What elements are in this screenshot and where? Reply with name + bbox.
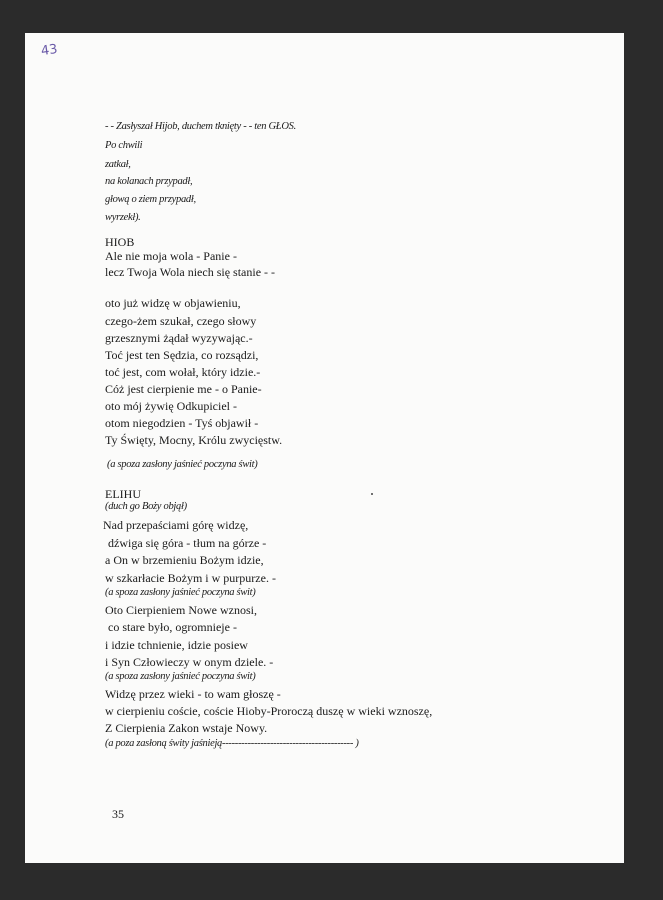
verse-line: a On w brzemieniu Bożym idzie, [105,553,264,567]
stage-direction: (a spoza zasłony jaśnieć poczyna świt) [107,459,258,470]
speaker-name: ELIHU [105,487,141,501]
stage-direction: (a poza zasłoną świty jaśnieją----------------------------------------- ) [105,738,359,749]
ink-speck [371,493,373,495]
verse-line: otom niegodzien - Tyś objawił - [105,416,259,430]
verse-line: i Syn Człowieczy w onym dziele. - [105,655,274,669]
document-page [25,33,624,863]
handwritten-folio-number: 43 [40,41,59,60]
verse-line: Z Cierpienia Zakon wstaje Nowy. [105,721,268,735]
verse-line: grzesznymi żądał wyzywając.- [105,331,253,345]
stage-direction: (a spoza zasłony jaśnieć poczyna świt) [105,671,256,682]
stage-direction: głową o ziem przypadł, [105,194,196,205]
stage-direction: (duch go Boży objął) [105,501,187,512]
verse-line: Ty Święty, Mocny, Królu zwycięstw. [105,433,283,447]
verse-line: oto mój żywię Odkupiciel - [105,399,237,413]
page-number: 35 [112,807,124,821]
verse-line: Widzę przez wieki - to wam głoszę - [105,687,281,701]
stage-direction: (a spoza zasłony jaśnieć poczyna świt) [105,587,256,598]
verse-line: i idzie tchnienie, idzie posiew [105,638,248,652]
stage-direction: Po chwili [105,140,143,151]
verse-line: w szkarłacie Bożym i w purpurze. - [105,571,276,585]
verse-line: Cóż jest cierpienie me - o Panie- [105,382,262,396]
verse-line: w cierpieniu coście, coście Hioby-Proroczą duszę w wieki wznoszę, [105,704,433,718]
stage-direction: na kolanach przypadł, [105,176,193,187]
stage-direction: wyrzekł). [105,212,141,223]
verse-line: Nad przepaściami górę widzę, [103,518,249,532]
verse-line: czego-żem szukał, czego słowy [105,314,257,328]
stage-direction: - - Zasłyszał Hijob, duchem tknięty - - ten GŁOS. [105,121,296,132]
verse-line: Oto Cierpieniem Nowe wznosi, [105,603,257,617]
verse-line: toć jest, com wołał, który idzie.- [105,365,261,379]
speaker-name: HIOB [105,235,135,249]
verse-line: Ale nie moja wola - Panie - [105,249,237,263]
verse-line: dźwiga się góra - tłum na górze - [108,536,267,550]
verse-line: oto już widzę w objawieniu, [105,296,241,310]
stage-direction: zatkał, [105,159,131,170]
verse-line: lecz Twoja Wola niech się stanie - - [105,265,276,279]
verse-line: Toć jest ten Sędzia, co rozsądzi, [105,348,259,362]
verse-line: co stare było, ogromnieje - [108,620,237,634]
